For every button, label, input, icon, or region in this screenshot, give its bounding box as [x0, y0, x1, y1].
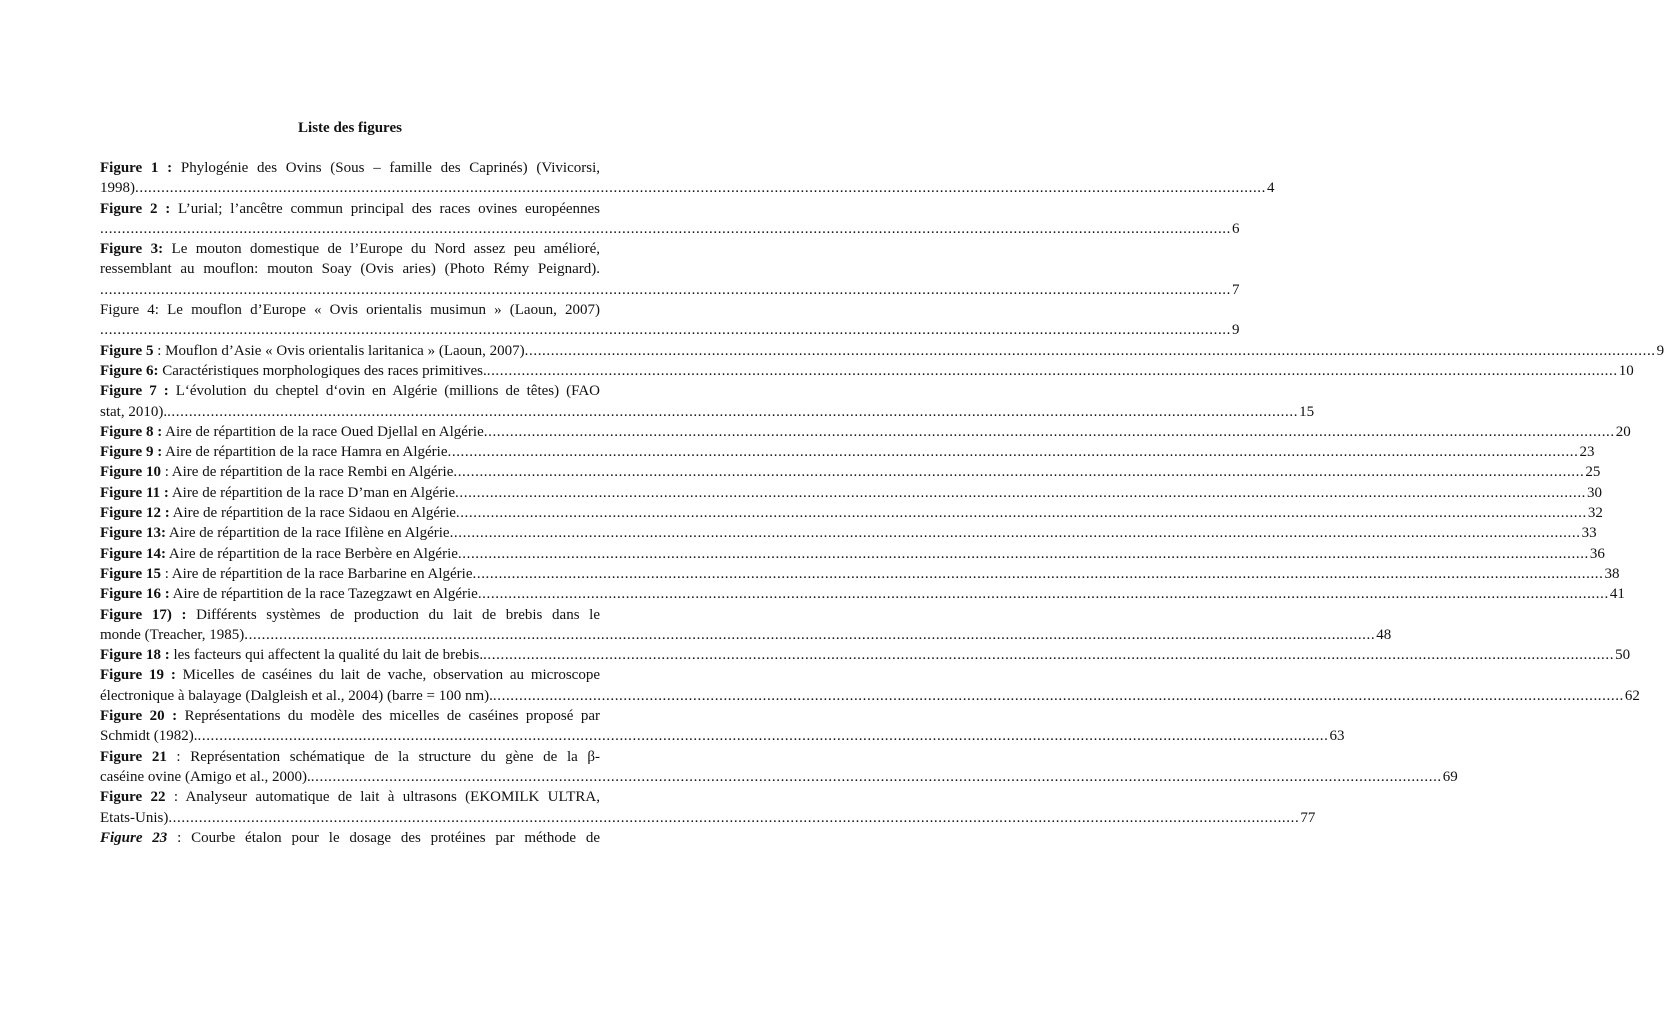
- figure-entry-line: [100, 239, 600, 259]
- figure-entry-line: [100, 544, 1605, 564]
- page-number: 50: [1615, 647, 1631, 664]
- figure-entry-line: [100, 625, 1392, 645]
- figure-entry-line: [100, 483, 1603, 503]
- figure-caption-text: Figure 15 : Aire de répartition de la race Barbarine en Algérie: [100, 565, 473, 582]
- figure-entry-line: [100, 686, 1640, 706]
- figure-caption-text: Figure 18 : les facteurs qui affectent la qualité du lait de brebis.: [100, 647, 484, 664]
- figure-caption-text: électronique à balayage (Dalgleish et al., 2004) (barre = 100 nm).: [100, 687, 493, 704]
- figure-entry-line: [100, 808, 1316, 828]
- figure-entry: [100, 199, 1240, 240]
- figure-caption-text: Figure 12 : Aire de répartition de la race Sidaou en Algérie: [100, 505, 456, 522]
- figure-entry: [100, 605, 1392, 646]
- figure-label: Figure 20 :: [100, 708, 178, 725]
- figure-caption-text: Figure 23 : Courbe étalon pour le dosage des protéines par méthode de: [100, 829, 600, 846]
- page-number: 32: [1587, 505, 1603, 522]
- figure-label: Figure 18 :: [100, 647, 170, 664]
- figure-caption-text: Figure 17) : Différents systèmes de production du lait de brebis dans le: [100, 606, 600, 623]
- page-number: 77: [1300, 809, 1316, 826]
- figure-entry: [100, 665, 1640, 706]
- figure-entry-line: [100, 645, 1631, 665]
- figure-entry-line: [100, 503, 1603, 523]
- figure-caption-text: Figure 8 : Aire de répartition de la race Oued Djellal en Algérie: [100, 423, 484, 440]
- dot-leader: [167, 402, 1298, 422]
- figure-caption-text: Figure 11 : Aire de répartition de la race D’man en Algérie: [100, 484, 456, 501]
- figure-caption-text: Figure 19 : Micelles de caséines du lait de vache, observation au microscope: [100, 667, 600, 684]
- page-number: 15: [1299, 403, 1315, 420]
- figure-label: Figure 17) :: [100, 606, 187, 623]
- figure-caption-text: ressemblant au mouflon: mouton Soay (Ovis aries) (Photo Rémy Peignard).: [100, 261, 600, 278]
- figure-label: Figure 8 :: [100, 423, 163, 440]
- figure-entry-line: [100, 422, 1631, 442]
- figure-label: Figure 9 :: [100, 444, 163, 461]
- page-number: 33: [1581, 525, 1597, 542]
- page-number: 41: [1609, 586, 1625, 603]
- figure-caption-text: Figure 22 : Analyseur automatique de lait à ultrasons (EKOMILK ULTRA,: [100, 789, 600, 806]
- figure-caption-text: 1998): [100, 180, 135, 197]
- dot-leader: [458, 544, 1589, 564]
- figure-entry-line: [100, 726, 1345, 746]
- page-number: 9: [1656, 342, 1664, 359]
- figure-entry-line: [100, 564, 1620, 584]
- figure-entry-line: [100, 747, 600, 767]
- figure-label: Figure 10: [100, 464, 161, 481]
- figure-caption-text: Figure 3: Le mouton domestique de l’Europe du Nord assez peu amélioré,: [100, 241, 600, 258]
- page-number: 25: [1585, 464, 1601, 481]
- figure-entry-line: [100, 523, 1597, 543]
- figure-entry: [100, 787, 1316, 828]
- page-number: 6: [1232, 220, 1240, 237]
- figure-entry-line: [100, 381, 600, 401]
- page-number: 9: [1232, 322, 1240, 339]
- figure-entry: [100, 564, 1620, 584]
- figure-entry-line: [100, 259, 600, 279]
- figure-entry-line: [100, 341, 1664, 361]
- dot-leader: [100, 219, 1231, 239]
- page-number: 7: [1232, 281, 1240, 298]
- figure-entry-line: [100, 320, 1240, 340]
- figure-label: Figure 15: [100, 565, 161, 582]
- figure-caption-text: Figure 2 : L’urial; l’ancêtre commun principal des races ovines européennes: [100, 200, 600, 217]
- figure-entry-line: [100, 402, 1315, 422]
- figure-caption-text: monde (Treacher, 1985): [100, 626, 245, 643]
- figure-label: Figure 13:: [100, 525, 166, 542]
- page-number: 38: [1604, 565, 1620, 582]
- figure-entry: [100, 584, 1625, 604]
- page-number: 30: [1587, 484, 1603, 501]
- figure-caption-text: Figure 7 : L‘évolution du cheptel d‘ovin en Algérie (millions de têtes) (FAO: [100, 383, 601, 400]
- figure-label: Figure 6:: [100, 362, 159, 379]
- figure-caption-text: Figure 4: Le mouflon d’Europe « Ovis orientalis musimun » (Laoun, 2007): [100, 302, 600, 319]
- figure-label: Figure 12 :: [100, 505, 170, 522]
- dot-leader: [198, 726, 1329, 746]
- dot-leader: [168, 808, 1299, 828]
- figure-entry-line: [100, 605, 600, 625]
- page-number: 23: [1579, 444, 1595, 461]
- figure-entry: [100, 158, 1275, 199]
- figure-list: [100, 158, 1664, 848]
- figure-label: Figure 3:: [100, 241, 164, 258]
- page-number: 69: [1442, 768, 1458, 785]
- page-number: 62: [1624, 687, 1640, 704]
- figure-entry-line: [100, 158, 600, 178]
- figure-label: Figure 1 :: [100, 160, 173, 176]
- figure-entry-line: [100, 361, 1634, 381]
- page-number: 4: [1267, 180, 1275, 197]
- figure-entry: [100, 503, 1603, 523]
- figure-entry-line: [100, 828, 600, 848]
- figure-entry-line: [100, 787, 600, 807]
- figure-entry: [100, 300, 1240, 341]
- dot-leader: [450, 523, 1581, 543]
- figure-entry: [100, 828, 600, 848]
- figure-entry: [100, 462, 1601, 482]
- figure-label: Figure 4:: [100, 302, 159, 319]
- figure-caption-text: caséine ovine (Amigo et al., 2000).: [100, 768, 311, 785]
- dot-leader: [478, 584, 1609, 604]
- page-title: Liste des figures: [298, 120, 402, 136]
- figure-entry-line: [100, 219, 1240, 239]
- figure-label: Figure 16 :: [100, 586, 170, 603]
- figure-caption-text: Figure 10 : Aire de répartition de la race Rembi en Algérie: [100, 464, 454, 481]
- figure-entry-line: [100, 665, 600, 685]
- dot-leader: [100, 280, 1231, 300]
- figure-label: Figure 2 :: [100, 200, 171, 217]
- dot-leader: [311, 767, 1442, 787]
- figure-entry: [100, 361, 1634, 381]
- figure-label: Figure 19 :: [100, 667, 176, 684]
- figure-caption-text: Schmidt (1982).: [100, 728, 198, 745]
- figure-caption-text: Figure 6: Caractéristiques morphologiques des races primitives.: [100, 362, 487, 379]
- figure-entry: [100, 747, 1458, 788]
- document-page: [100, 118, 1664, 848]
- figure-entry: [100, 645, 1631, 665]
- figure-entry-line: [100, 300, 600, 320]
- figure-entry: [100, 483, 1603, 503]
- figure-entry-line: [100, 706, 600, 726]
- dot-leader: [453, 462, 1584, 482]
- figure-caption-text: Figure 21 : Représentation schématique de la structure du gène de la β-: [100, 748, 600, 765]
- dot-leader: [473, 564, 1604, 584]
- dot-leader: [484, 422, 1615, 442]
- figure-caption-text: Figure 16 : Aire de répartition de la race Tazegzawt en Algérie: [100, 586, 478, 603]
- figure-label: Figure 7 :: [100, 383, 169, 400]
- figure-entry: [100, 381, 1315, 422]
- figure-caption-text: Figure 1 : Phylogénie des Ovins (Sous – famille des Caprinés) (Vivicorsi,: [100, 160, 600, 176]
- dot-leader: [448, 442, 1579, 462]
- figure-entry: [100, 239, 1240, 300]
- figure-label: Figure 23: [100, 829, 168, 846]
- page-number: 48: [1376, 626, 1392, 643]
- dot-leader: [100, 320, 1231, 340]
- figure-caption-text: Figure 9 : Aire de répartition de la race Hamra en Algérie: [100, 444, 448, 461]
- figure-entry-line: [100, 462, 1601, 482]
- figure-label: Figure 11 :: [100, 484, 169, 501]
- dot-leader: [456, 503, 1587, 523]
- figure-entry-line: [100, 280, 1240, 300]
- dot-leader: [487, 361, 1618, 381]
- dot-leader: [525, 341, 1656, 361]
- figure-entry: [100, 341, 1664, 361]
- page-number: 36: [1589, 545, 1605, 562]
- figure-entry: [100, 442, 1595, 462]
- dot-leader: [135, 178, 1266, 198]
- figure-entry-line: [100, 199, 600, 219]
- page-number: 10: [1618, 362, 1634, 379]
- figure-caption-text: Etats-Unis): [100, 809, 169, 826]
- figure-caption-text: Figure 14: Aire de répartition de la race Berbère en Algérie: [100, 545, 458, 562]
- figure-caption-text: Figure 20 : Représentations du modèle des micelles de caséines proposé par: [100, 708, 600, 725]
- figure-label: Figure 5: [100, 342, 154, 359]
- figure-caption-text: Figure 5 : Mouflon d’Asie « Ovis orientalis laritanica » (Laoun, 2007): [100, 342, 525, 359]
- figure-label: Figure 14:: [100, 545, 166, 562]
- page-number: 63: [1329, 728, 1345, 745]
- figure-label: Figure 22: [100, 789, 166, 806]
- figure-entry: [100, 523, 1597, 543]
- dot-leader: [244, 625, 1375, 645]
- figure-entry-line: [100, 178, 1275, 198]
- dot-leader: [483, 645, 1614, 665]
- figure-entry-line: [100, 767, 1458, 787]
- figure-entry-line: [100, 584, 1625, 604]
- figure-entry: [100, 706, 1345, 747]
- figure-entry-line: [100, 442, 1595, 462]
- figure-caption-text: stat, 2010).: [100, 403, 168, 420]
- dot-leader: [455, 483, 1586, 503]
- figure-entry: [100, 544, 1605, 564]
- page-number: 20: [1615, 423, 1631, 440]
- figure-caption-text: Figure 13: Aire de répartition de la race Ifilène en Algérie: [100, 525, 450, 542]
- figure-entry: [100, 422, 1631, 442]
- figure-label: Figure 21: [100, 748, 167, 765]
- dot-leader: [493, 686, 1624, 706]
